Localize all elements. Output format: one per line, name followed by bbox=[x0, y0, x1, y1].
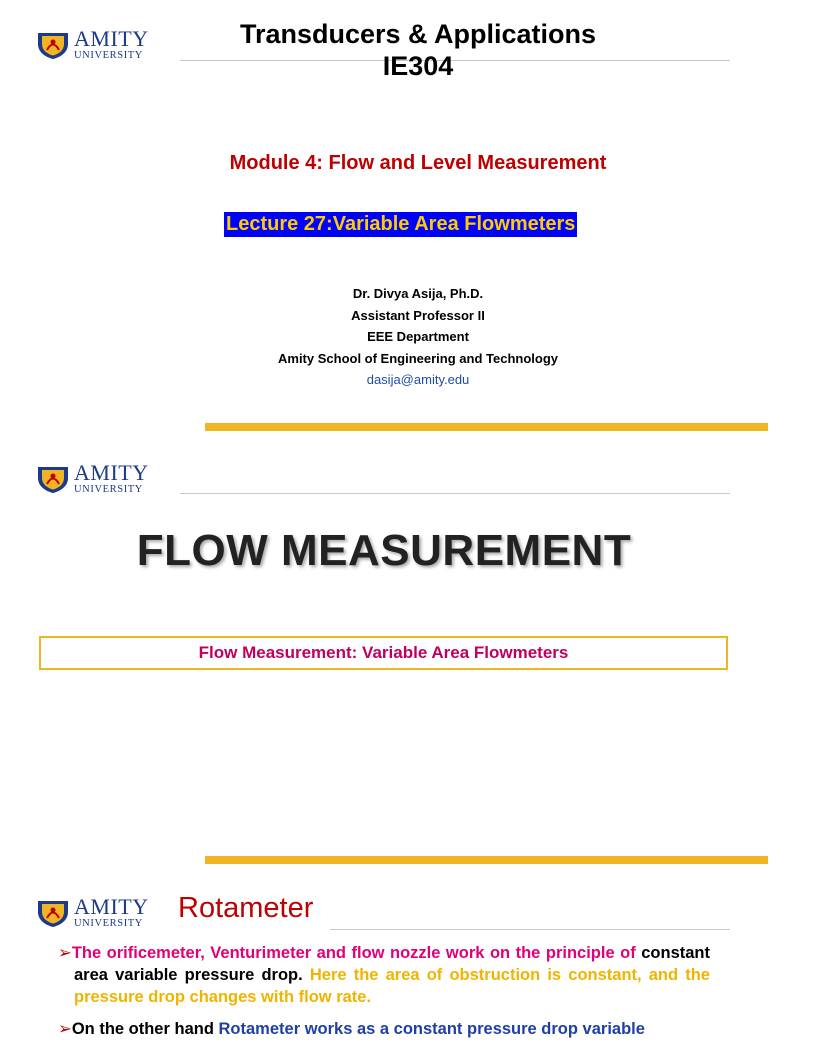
bullet-item bbox=[58, 1018, 710, 1040]
bullet-arrow-icon: ➢ bbox=[58, 944, 72, 962]
flow-subtitle-box: Flow Measurement: Variable Area Flowmeters bbox=[39, 636, 728, 670]
course-title-line1: Transducers & Applications bbox=[239, 19, 597, 49]
bullet-list bbox=[58, 942, 710, 1050]
bullet-arrow-icon: ➢ bbox=[58, 1020, 72, 1038]
header-rule bbox=[330, 929, 730, 930]
logo-subname: UNIVERSITY bbox=[74, 50, 143, 61]
module-heading: Module 4: Flow and Level Measurement bbox=[229, 152, 607, 174]
logo-subname: UNIVERSITY bbox=[74, 918, 143, 929]
footer-gold-bar bbox=[205, 856, 768, 864]
slide-title bbox=[0, 0, 768, 440]
slide-rotameter bbox=[0, 880, 768, 1038]
slide-flow-measurement bbox=[0, 440, 768, 868]
bullet2-text-a: On the other hand bbox=[71, 1020, 214, 1038]
bullet1-text-b: constant area variable pressure drop. bbox=[74, 944, 710, 984]
logo-name: AMITY bbox=[74, 460, 149, 485]
course-title bbox=[170, 18, 666, 82]
amity-logo bbox=[36, 462, 149, 496]
amity-logo bbox=[36, 896, 149, 930]
logo-name: AMITY bbox=[74, 894, 149, 919]
footer-gold-bar bbox=[205, 423, 768, 431]
bullet1-text-a: The orificemeter, Venturimeter and flow nozzle work on the principle of bbox=[71, 944, 636, 962]
amity-crest-icon bbox=[36, 898, 70, 928]
author-name: Dr. Divya Asija, Ph.D. bbox=[352, 286, 484, 301]
lecture-heading: Lecture 27:Variable Area Flowmeters bbox=[226, 213, 576, 235]
author-email[interactable]: dasija@amity.edu bbox=[366, 372, 470, 387]
bullet1-text-c: Here the area of obstruction is constant, and the pressure drop changes with flow rate. bbox=[74, 966, 710, 1006]
header-rule bbox=[180, 493, 730, 494]
logo-subname: UNIVERSITY bbox=[74, 484, 143, 495]
amity-logo bbox=[36, 28, 149, 62]
flow-measurement-title: FLOW MEASUREMENT bbox=[136, 526, 632, 575]
author-department: EEE Department bbox=[367, 329, 469, 344]
course-code: IE304 bbox=[382, 51, 454, 81]
author-school: Amity School of Engineering and Technology bbox=[278, 350, 558, 366]
bullet-item bbox=[58, 942, 710, 1008]
author-position: Assistant Professor II bbox=[351, 307, 485, 323]
bullet2-text-b: Rotameter works as a constant pressure drop variable bbox=[218, 1020, 645, 1038]
amity-crest-icon bbox=[36, 464, 70, 494]
logo-name: AMITY bbox=[74, 26, 149, 51]
amity-crest-icon bbox=[36, 30, 70, 60]
rotameter-title: Rotameter bbox=[178, 892, 314, 924]
author-block bbox=[0, 283, 836, 391]
